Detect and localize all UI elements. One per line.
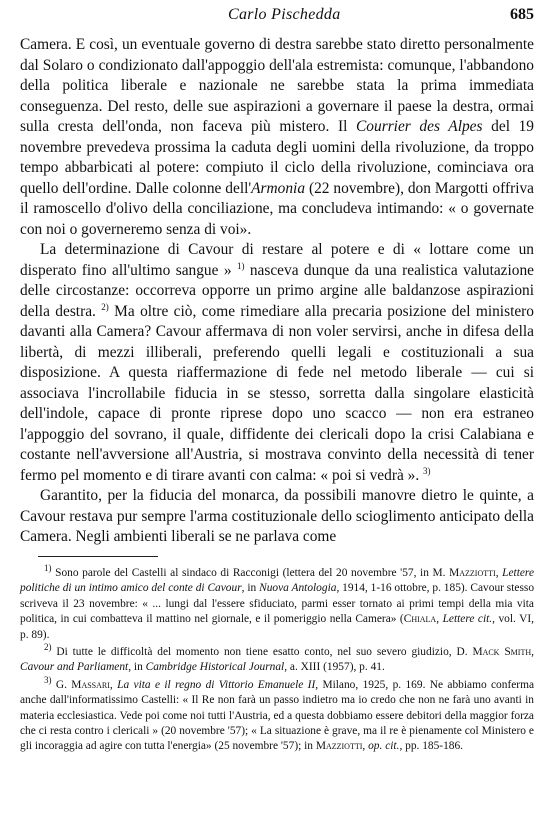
footnote-divider — [38, 556, 158, 557]
newspaper-title: Armonia — [251, 179, 306, 197]
body-text — [20, 35, 534, 548]
page-header — [20, 6, 534, 28]
footnote-ref-3[interactable]: 3) — [423, 465, 431, 476]
footnote-3: $^{3)}$ G. Massari, La vita e il regno di Vittorio Emanuele II, Milano, 1925, p. 169. Ne abbiamo conferma anche dall'informatissimo Castelli: « Il Re non farà un passo indietro ma io credo che non ne farà uno avanti in materia ecclesiastica. Vede poi come noi tutti l'Austria, ed a questa dobbiamo essere debitori della maggior forza che ci resta contro i clericali » (20 novembre '57); « La situazione è grave, ma il re è pienamente col Ministero e gli incoraggia ad agire con tutta l'energia» (25 novembre '57); in Mazziotti, op. cit., pp. 185-186. — [20, 675, 535, 753]
page-number: 685 — [510, 6, 534, 23]
paragraph-1: Camera. E così, un eventuale governo di destra sarebbe stato diretto personalmente dal Solaro o condizionato dall'appoggio dell'ala estremista: comunque, l'abbandono della politica liberale e nazionale ne sarebbe stata la prima immediata conseguenza. Del resto, delle sue aspirazioni a governare il paese la destra, ormai sulla cresta dell'onda, non faceva più mistero. Il Courrier des Alpes del 19 novembre prevedeva prossima la caduta degli uomini della rivoluzione, da troppo tempo abbarbicati al potere: compiuto il ciclo della rivoluzione, cominciava ora quello dell'ordine. Dalle colonne dell'Armonia (22 novembre), don Margotti offriva il ramoscello d'olivo della conciliazione, ma concludeva intimando: « o governate con noi o governeremo senza di voi». — [20, 36, 535, 238]
footnote-ref-2[interactable]: 2) — [101, 301, 109, 312]
paragraph-2: La determinazione di Cavour di restare al potere e di « lottare come un disperato fino all'ultimo sangue » $^{1)}$ nasceva dunque da una realistica valutazione delle circostanze: occorreva opporre un primo argine alle baldanzose aspirazioni della destra. $^{2)}$ Ma oltre ciò, come rimediare alla precaria posizione del ministero davanti alla Camera? Cavour affermava di non voler servirsi, anche in difesa della libertà, di mezzi illiberali, preferendo quelli legali e costituzionali a sua disposizione. A questa riaffermazione di fede nel metodo liberale — cui si associava l'incrollabile fiducia in se stesso, sorretta dalla singolare elasticità dell'indole, capace di pronte riprese dopo uno scacco — non era estraneo l'appoggio del sovrano, il quale, diffidente dei clericali dopo la crisi Calabiana e costante nell'avversione all'Austria, si mostrava convinto della necessità di tener fermo pel momento e di tirare avanti con calma: « poi si vedrà ». $^{3)}$ — [20, 241, 534, 484]
footnote-1: $^{1)}$ Sono parole del Castelli al sindaco di Racconigi (lettera del 20 novembre '57, in M. Mazziotti, Lettere politiche di un intimo amico del conte di Cavour, in Nuova Antologia, 1914, 1-16 ottobre, p. 185). Cavour stesso scriveva il 23 novembre: « ... lungi dal l'essere sfiduciato, parmi esser tornato ai primi tempi della mia vita politica, in cui combatteva il mattino nel giornale, e il pomeriggio nella Camera» (Chiala, Lettere cit., vol. VI, p. 89). — [20, 563, 535, 641]
footnotes — [20, 563, 535, 757]
paragraph-3: Garantito, per la fiducia del monarca, da possibili manovre dietro le quinte, a Cavour restava pur sempre l'arma costituzionale dello scioglimento anticipato della Camera. Negli ambienti liberali se ne parlava come — [20, 487, 534, 545]
footnote-2: $^{2)}$ Di tutte le difficoltà del momento non tiene esatto conto, nel suo severo giudizio, D. Mack Smith, Cavour and Parliament, in Cambridge Historical Journal, a. XIII (1957), p. 41. — [20, 642, 534, 674]
newspaper-title: Courrier des Alpes — [356, 118, 483, 135]
footnote-ref-1[interactable]: 1) — [236, 260, 245, 271]
running-head: Carlo Pischedda — [228, 6, 341, 23]
